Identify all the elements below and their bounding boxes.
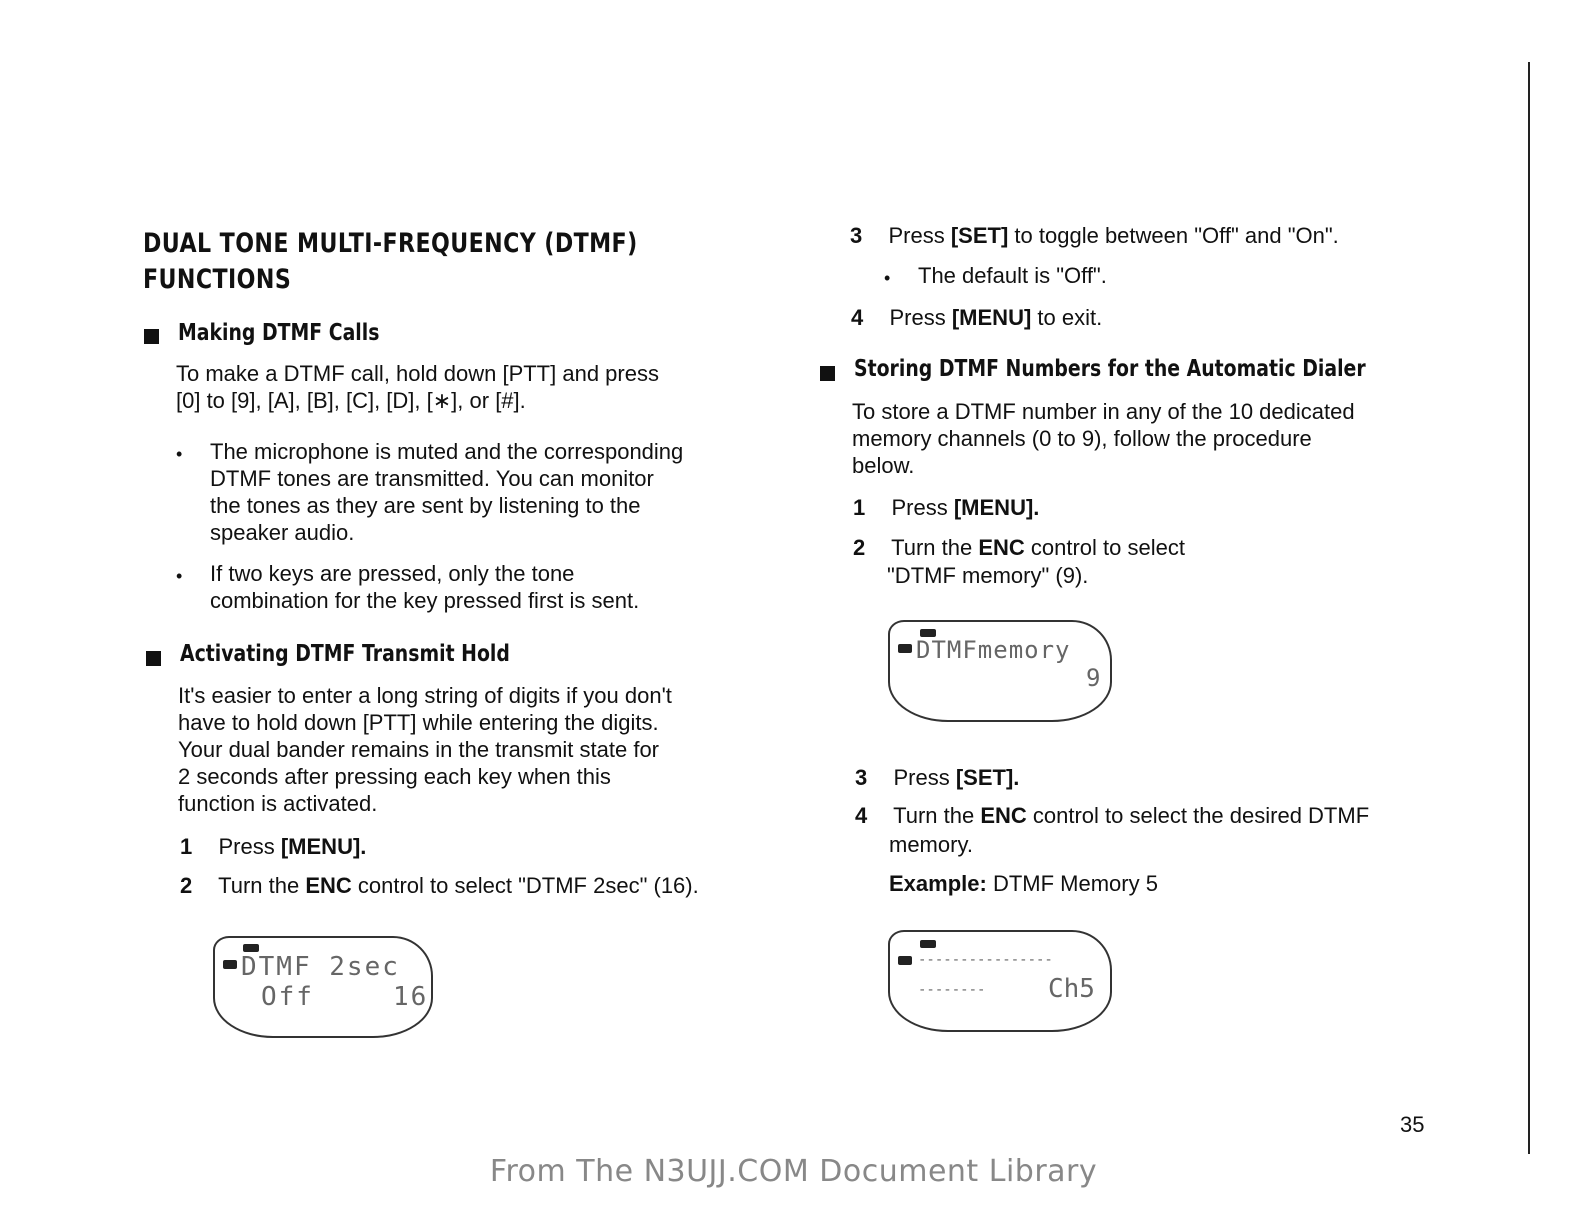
- lcd-line-2-left: --------: [918, 982, 986, 998]
- memory-indicator-icon: [223, 960, 237, 969]
- step-3-toggle: 3 Press [SET] to toggle between "Off" and "On".: [850, 223, 1339, 248]
- bullet-dot: •: [176, 566, 183, 586]
- page-number: 35: [1400, 1112, 1425, 1137]
- section-heading-making-calls: Making DTMF Calls: [178, 320, 380, 346]
- section-bullet-square: [146, 651, 161, 666]
- lcd-line-2-right: 16: [393, 982, 429, 1012]
- dtmf-indicator-icon: [243, 944, 259, 952]
- lcd-line-2-left: Off: [261, 982, 314, 1012]
- step-4-storing-line-2: memory.: [889, 832, 973, 857]
- step-2-storing-line-2: "DTMF memory" (9).: [887, 563, 1089, 588]
- example-line: Example: DTMF Memory 5: [889, 871, 1158, 896]
- step-2-storing: 2 Turn the ENC control to select: [853, 535, 1185, 560]
- dtmf-indicator-icon: [920, 940, 936, 948]
- making-calls-paragraph: To make a DTMF call, hold down [PTT] and press [0] to [9], [A], [B], [C], [D], [∗], or [#].: [176, 361, 659, 413]
- lcd-line-1: ----------------: [918, 952, 1053, 968]
- step-4-exit: 4 Press [MENU] to exit.: [851, 305, 1103, 330]
- lcd-display-dtmf-memory: [888, 620, 1112, 722]
- bullet-dot: •: [884, 268, 891, 288]
- section-bullet-square: [144, 329, 159, 344]
- lcd-line-2-right: Ch5: [1048, 974, 1095, 1004]
- lcd-display-dtmf-2sec: [213, 936, 433, 1038]
- memory-indicator-icon: [898, 956, 912, 965]
- transmit-hold-paragraph: It's easier to enter a long string of digits if you don't have to hold down [PTT] while entering the digits. Your dual bander remains in the transmit state for 2 seconds after pressing each key when this function is activated.: [178, 683, 672, 816]
- page-title: DUAL TONE MULTI-FREQUENCY (DTMF) FUNCTIONS: [143, 228, 638, 295]
- lcd-line-1: DTMFmemory: [916, 636, 1071, 664]
- footer-watermark: From The N3UJJ.COM Document Library: [489, 1154, 1098, 1189]
- section-bullet-square: [820, 366, 835, 381]
- lcd-display-ch5: [888, 930, 1112, 1032]
- bullet-dot: •: [176, 444, 183, 464]
- section-heading-storing-numbers: Storing DTMF Numbers for the Automatic Dialer: [854, 356, 1366, 382]
- section-heading-transmit-hold: Activating DTMF Transmit Hold: [180, 641, 510, 667]
- step-3-storing: 3 Press [SET].: [855, 765, 1020, 790]
- page-edge-rule: [1528, 62, 1530, 1154]
- making-calls-bullet-2: If two keys are pressed, only the tone combination for the key pressed first is sent.: [210, 561, 640, 613]
- making-calls-bullet-1: The microphone is muted and the corresponding DTMF tones are transmitted. You can monitor the tones as they are sent by listening to the speaker audio.: [210, 439, 684, 545]
- storing-numbers-paragraph: To store a DTMF number in any of the 10 dedicated memory channels (0 to 9), follow the procedure below.: [852, 399, 1355, 478]
- step-2: 2 Turn the ENC control to select "DTMF 2sec" (16).: [180, 873, 699, 898]
- step-4-storing: 4 Turn the ENC control to select the desired DTMF: [855, 803, 1370, 828]
- step-1-storing: 1 Press [MENU].: [853, 495, 1040, 520]
- step-1: 1 Press [MENU].: [180, 834, 367, 859]
- lcd-line-2-right: 9: [1086, 664, 1103, 692]
- default-off-bullet: The default is "Off".: [918, 263, 1107, 288]
- memory-indicator-icon: [898, 644, 912, 653]
- lcd-line-1: DTMF 2sec: [241, 952, 400, 982]
